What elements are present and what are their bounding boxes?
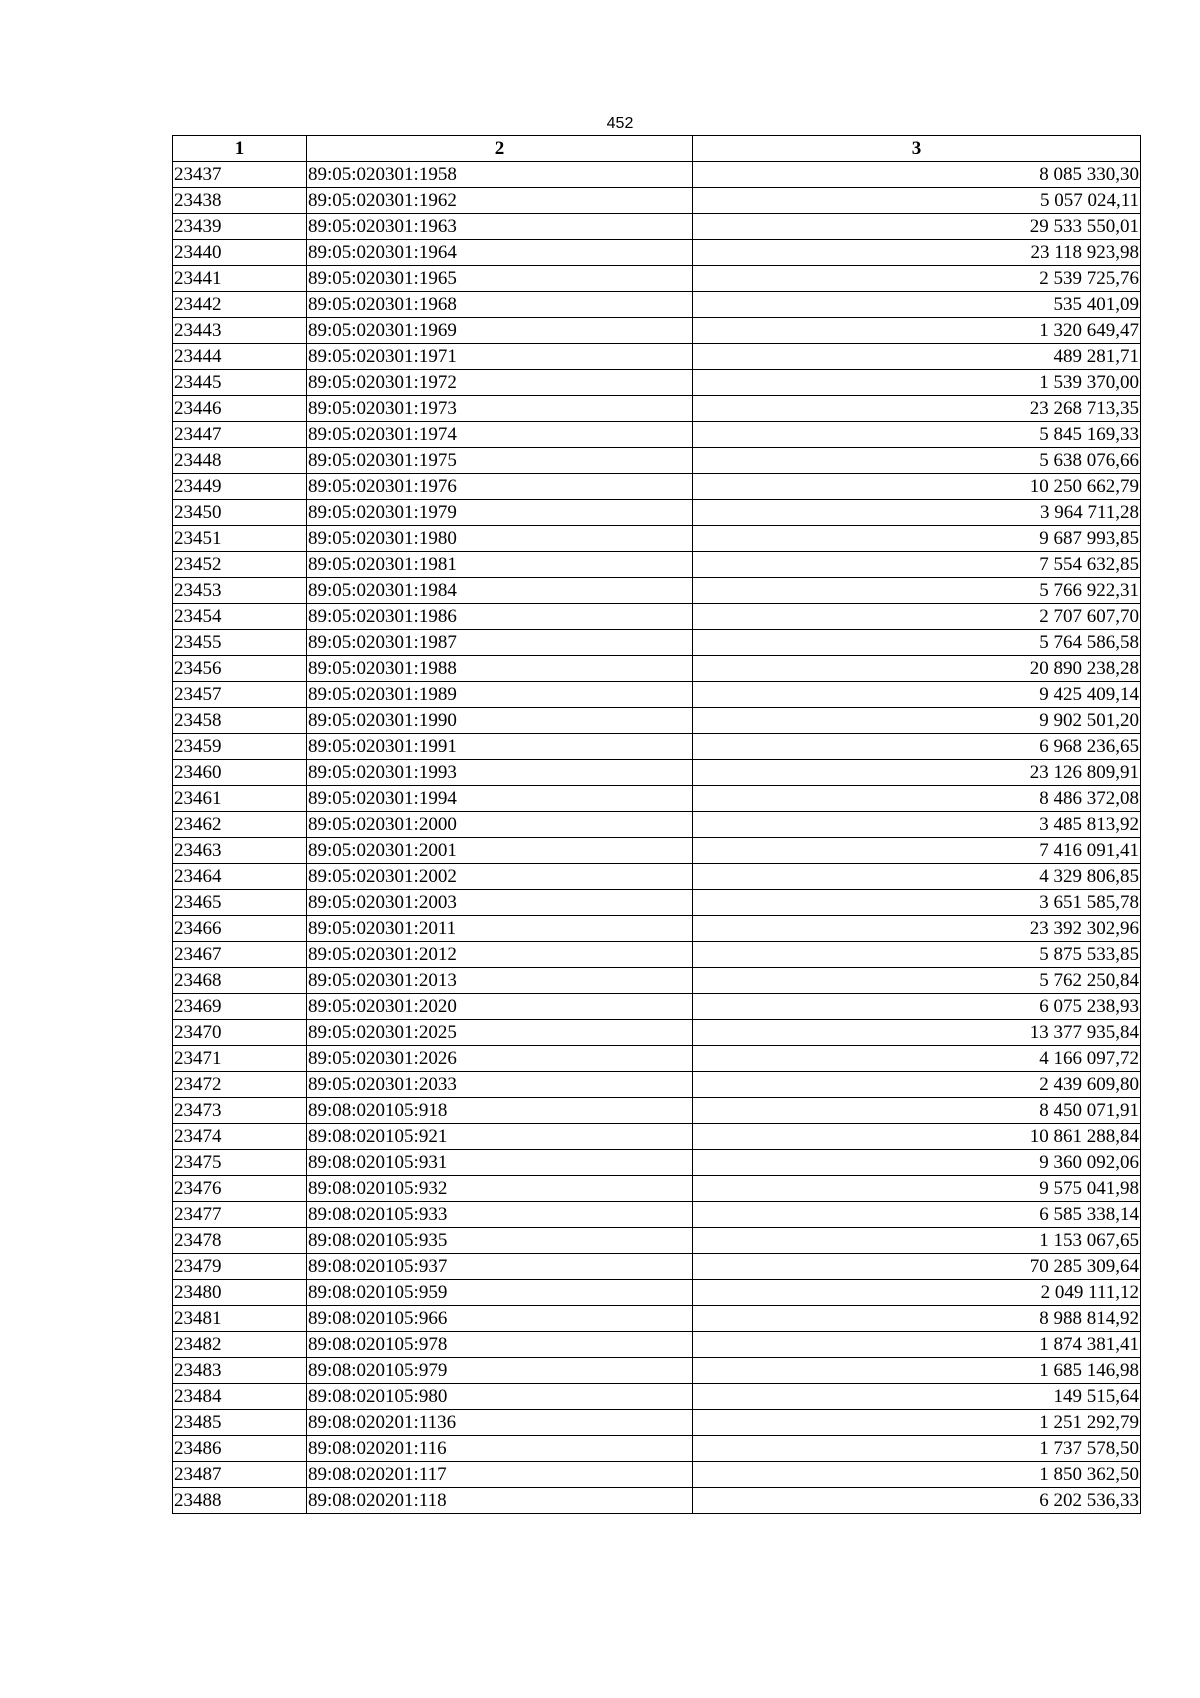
value-cell: 20 890 238,28 (693, 656, 1141, 682)
table-row (173, 890, 1141, 916)
row-number-cell: 23463 (173, 838, 307, 864)
table-row (173, 734, 1141, 760)
table-row (173, 760, 1141, 786)
cadastral-number-cell: 89:05:020301:1989 (307, 682, 693, 708)
value-cell: 1 850 362,50 (693, 1462, 1141, 1488)
table-row (173, 630, 1141, 656)
cadastral-number-cell: 89:05:020301:2020 (307, 994, 693, 1020)
row-number-cell: 23453 (173, 578, 307, 604)
table-row (173, 864, 1141, 890)
cadastral-number-cell: 89:08:020105:931 (307, 1150, 693, 1176)
row-number-cell: 23474 (173, 1124, 307, 1150)
table-row (173, 1202, 1141, 1228)
cadastral-number-cell: 89:08:020105:935 (307, 1228, 693, 1254)
cadastral-number-cell: 89:08:020105:966 (307, 1306, 693, 1332)
row-number-cell: 23488 (173, 1488, 307, 1514)
table-row (173, 162, 1141, 188)
table-row (173, 292, 1141, 318)
table-row (173, 1098, 1141, 1124)
value-cell: 9 425 409,14 (693, 682, 1141, 708)
value-cell: 5 638 076,66 (693, 448, 1141, 474)
row-number-cell: 23471 (173, 1046, 307, 1072)
row-number-cell: 23464 (173, 864, 307, 890)
value-cell: 29 533 550,01 (693, 214, 1141, 240)
value-cell: 1 874 381,41 (693, 1332, 1141, 1358)
value-cell: 1 320 649,47 (693, 318, 1141, 344)
cadastral-number-cell: 89:05:020301:2011 (307, 916, 693, 942)
table-row (173, 1046, 1141, 1072)
table-row (173, 1176, 1141, 1202)
table-row (173, 656, 1141, 682)
value-cell: 489 281,71 (693, 344, 1141, 370)
value-cell: 9 687 993,85 (693, 526, 1141, 552)
value-cell: 149 515,64 (693, 1384, 1141, 1410)
row-number-cell: 23448 (173, 448, 307, 474)
table-row (173, 1384, 1141, 1410)
cadastral-number-cell: 89:08:020105:979 (307, 1358, 693, 1384)
value-cell: 7 554 632,85 (693, 552, 1141, 578)
table-row (173, 916, 1141, 942)
row-number-cell: 23447 (173, 422, 307, 448)
value-cell: 6 075 238,93 (693, 994, 1141, 1020)
row-number-cell: 23452 (173, 552, 307, 578)
row-number-cell: 23476 (173, 1176, 307, 1202)
cadastral-number-cell: 89:05:020301:1974 (307, 422, 693, 448)
cadastral-number-cell: 89:08:020105:933 (307, 1202, 693, 1228)
row-number-cell: 23439 (173, 214, 307, 240)
value-cell: 23 118 923,98 (693, 240, 1141, 266)
row-number-cell: 23469 (173, 994, 307, 1020)
table-row (173, 708, 1141, 734)
value-cell: 4 166 097,72 (693, 1046, 1141, 1072)
cadastral-number-cell: 89:05:020301:1988 (307, 656, 693, 682)
cadastral-number-cell: 89:05:020301:2033 (307, 1072, 693, 1098)
cadastral-number-cell: 89:05:020301:2003 (307, 890, 693, 916)
value-cell: 1 539 370,00 (693, 370, 1141, 396)
cadastral-number-cell: 89:05:020301:1994 (307, 786, 693, 812)
cadastral-number-cell: 89:08:020105:980 (307, 1384, 693, 1410)
cadastral-number-cell: 89:05:020301:1984 (307, 578, 693, 604)
row-number-cell: 23472 (173, 1072, 307, 1098)
value-cell: 9 902 501,20 (693, 708, 1141, 734)
value-cell: 5 875 533,85 (693, 942, 1141, 968)
cadastral-number-cell: 89:05:020301:1981 (307, 552, 693, 578)
cadastral-number-cell: 89:08:020201:1136 (307, 1410, 693, 1436)
row-number-cell: 23444 (173, 344, 307, 370)
table-row (173, 968, 1141, 994)
page-number: 452 (606, 115, 634, 132)
table-row (173, 1358, 1141, 1384)
value-cell: 1 251 292,79 (693, 1410, 1141, 1436)
cadastral-number-cell: 89:05:020301:1980 (307, 526, 693, 552)
row-number-cell: 23459 (173, 734, 307, 760)
table-row (173, 1150, 1141, 1176)
table-row (173, 370, 1141, 396)
row-number-cell: 23466 (173, 916, 307, 942)
column-header-2: 2 (307, 136, 693, 162)
cadastral-number-cell: 89:08:020201:117 (307, 1462, 693, 1488)
row-number-cell: 23458 (173, 708, 307, 734)
row-number-cell: 23438 (173, 188, 307, 214)
value-cell: 70 285 309,64 (693, 1254, 1141, 1280)
row-number-cell: 23457 (173, 682, 307, 708)
value-cell: 5 762 250,84 (693, 968, 1141, 994)
value-cell: 5 766 922,31 (693, 578, 1141, 604)
row-number-cell: 23454 (173, 604, 307, 630)
table-row (173, 812, 1141, 838)
row-number-cell: 23473 (173, 1098, 307, 1124)
row-number-cell: 23477 (173, 1202, 307, 1228)
table-row (173, 578, 1141, 604)
table-row (173, 1462, 1141, 1488)
table-row (173, 1020, 1141, 1046)
value-cell: 4 329 806,85 (693, 864, 1141, 890)
row-number-cell: 23460 (173, 760, 307, 786)
row-number-cell: 23465 (173, 890, 307, 916)
value-cell: 10 250 662,79 (693, 474, 1141, 500)
cadastral-number-cell: 89:05:020301:1963 (307, 214, 693, 240)
row-number-cell: 23478 (173, 1228, 307, 1254)
value-cell: 2 439 609,80 (693, 1072, 1141, 1098)
table-body (173, 162, 1141, 1514)
row-number-cell: 23437 (173, 162, 307, 188)
cadastral-number-cell: 89:08:020105:937 (307, 1254, 693, 1280)
cadastral-number-cell: 89:05:020301:2026 (307, 1046, 693, 1072)
table-row (173, 1306, 1141, 1332)
cadastral-number-cell: 89:05:020301:1958 (307, 162, 693, 188)
value-cell: 8 988 814,92 (693, 1306, 1141, 1332)
row-number-cell: 23449 (173, 474, 307, 500)
cadastral-number-cell: 89:08:020105:932 (307, 1176, 693, 1202)
value-cell: 6 968 236,65 (693, 734, 1141, 760)
row-number-cell: 23487 (173, 1462, 307, 1488)
row-number-cell: 23446 (173, 396, 307, 422)
value-cell: 13 377 935,84 (693, 1020, 1141, 1046)
row-number-cell: 23443 (173, 318, 307, 344)
value-cell: 2 707 607,70 (693, 604, 1141, 630)
value-cell: 23 392 302,96 (693, 916, 1141, 942)
table-row (173, 838, 1141, 864)
row-number-cell: 23482 (173, 1332, 307, 1358)
value-cell: 2 049 111,12 (693, 1280, 1141, 1306)
value-cell: 3 651 585,78 (693, 890, 1141, 916)
cadastral-number-cell: 89:05:020301:1972 (307, 370, 693, 396)
value-cell: 535 401,09 (693, 292, 1141, 318)
table-row (173, 214, 1141, 240)
value-cell: 9 575 041,98 (693, 1176, 1141, 1202)
row-number-cell: 23468 (173, 968, 307, 994)
value-cell: 1 685 146,98 (693, 1358, 1141, 1384)
table-row (173, 942, 1141, 968)
cadastral-number-cell: 89:05:020301:1993 (307, 760, 693, 786)
row-number-cell: 23484 (173, 1384, 307, 1410)
table-row (173, 422, 1141, 448)
table-row (173, 266, 1141, 292)
cadastral-number-cell: 89:05:020301:1971 (307, 344, 693, 370)
cadastral-number-cell: 89:05:020301:1968 (307, 292, 693, 318)
table-row (173, 786, 1141, 812)
row-number-cell: 23455 (173, 630, 307, 656)
table-row (173, 682, 1141, 708)
cadastral-number-cell: 89:08:020105:918 (307, 1098, 693, 1124)
value-cell: 3 485 813,92 (693, 812, 1141, 838)
cadastral-number-cell: 89:05:020301:1986 (307, 604, 693, 630)
table-row (173, 396, 1141, 422)
cadastral-number-cell: 89:08:020105:921 (307, 1124, 693, 1150)
table-row (173, 474, 1141, 500)
cadastral-number-cell: 89:05:020301:2000 (307, 812, 693, 838)
value-cell: 2 539 725,76 (693, 266, 1141, 292)
row-number-cell: 23442 (173, 292, 307, 318)
row-number-cell: 23445 (173, 370, 307, 396)
table-row (173, 1228, 1141, 1254)
column-header-3: 3 (693, 136, 1141, 162)
cadastral-number-cell: 89:05:020301:2002 (307, 864, 693, 890)
cadastral-number-cell: 89:05:020301:2013 (307, 968, 693, 994)
cadastral-number-cell: 89:08:020105:978 (307, 1332, 693, 1358)
table-row (173, 526, 1141, 552)
row-number-cell: 23485 (173, 1410, 307, 1436)
value-cell: 7 416 091,41 (693, 838, 1141, 864)
cadastral-number-cell: 89:08:020201:116 (307, 1436, 693, 1462)
row-number-cell: 23462 (173, 812, 307, 838)
row-number-cell: 23483 (173, 1358, 307, 1384)
value-cell: 3 964 711,28 (693, 500, 1141, 526)
row-number-cell: 23461 (173, 786, 307, 812)
table-row (173, 1436, 1141, 1462)
cadastral-number-cell: 89:05:020301:2001 (307, 838, 693, 864)
table-header (173, 136, 1141, 162)
table-row (173, 1072, 1141, 1098)
table-row (173, 1410, 1141, 1436)
row-number-cell: 23475 (173, 1150, 307, 1176)
cadastral-number-cell: 89:05:020301:1969 (307, 318, 693, 344)
table-row (173, 240, 1141, 266)
value-cell: 9 360 092,06 (693, 1150, 1141, 1176)
table-row (173, 188, 1141, 214)
row-number-cell: 23440 (173, 240, 307, 266)
cadastral-number-cell: 89:05:020301:1987 (307, 630, 693, 656)
cadastral-number-cell: 89:05:020301:1975 (307, 448, 693, 474)
value-cell: 1 737 578,50 (693, 1436, 1141, 1462)
value-cell: 8 450 071,91 (693, 1098, 1141, 1124)
cadastral-number-cell: 89:05:020301:1991 (307, 734, 693, 760)
row-number-cell: 23479 (173, 1254, 307, 1280)
value-cell: 1 153 067,65 (693, 1228, 1141, 1254)
value-cell: 23 268 713,35 (693, 396, 1141, 422)
row-number-cell: 23441 (173, 266, 307, 292)
table-row (173, 1488, 1141, 1514)
row-number-cell: 23451 (173, 526, 307, 552)
value-cell: 8 486 372,08 (693, 786, 1141, 812)
table-row (173, 1124, 1141, 1150)
row-number-cell: 23456 (173, 656, 307, 682)
column-header-1: 1 (173, 136, 307, 162)
cadastral-number-cell: 89:05:020301:2025 (307, 1020, 693, 1046)
value-cell: 5 057 024,11 (693, 188, 1141, 214)
cadastral-number-cell: 89:05:020301:1964 (307, 240, 693, 266)
value-cell: 10 861 288,84 (693, 1124, 1141, 1150)
cadastral-number-cell: 89:05:020301:1965 (307, 266, 693, 292)
value-cell: 8 085 330,30 (693, 162, 1141, 188)
table-row (173, 1280, 1141, 1306)
value-cell: 6 202 536,33 (693, 1488, 1141, 1514)
table-row (173, 1254, 1141, 1280)
table-row (173, 1332, 1141, 1358)
cadastral-number-cell: 89:08:020201:118 (307, 1488, 693, 1514)
cadastral-number-cell: 89:05:020301:1990 (307, 708, 693, 734)
row-number-cell: 23480 (173, 1280, 307, 1306)
cadastral-number-cell: 89:05:020301:1962 (307, 188, 693, 214)
table-row (173, 344, 1141, 370)
table-row (173, 500, 1141, 526)
table-row (173, 448, 1141, 474)
row-number-cell: 23467 (173, 942, 307, 968)
table-row (173, 318, 1141, 344)
value-cell: 5 845 169,33 (693, 422, 1141, 448)
value-cell: 23 126 809,91 (693, 760, 1141, 786)
table-row (173, 552, 1141, 578)
value-cell: 6 585 338,14 (693, 1202, 1141, 1228)
cadastral-number-cell: 89:05:020301:1979 (307, 500, 693, 526)
row-number-cell: 23486 (173, 1436, 307, 1462)
cadastral-number-cell: 89:05:020301:2012 (307, 942, 693, 968)
cadastral-number-cell: 89:05:020301:1973 (307, 396, 693, 422)
table-row (173, 994, 1141, 1020)
value-cell: 5 764 586,58 (693, 630, 1141, 656)
header-row (173, 136, 1141, 162)
row-number-cell: 23470 (173, 1020, 307, 1046)
cadastral-number-cell: 89:08:020105:959 (307, 1280, 693, 1306)
row-number-cell: 23481 (173, 1306, 307, 1332)
row-number-cell: 23450 (173, 500, 307, 526)
registry-table (172, 135, 1141, 1514)
cadastral-number-cell: 89:05:020301:1976 (307, 474, 693, 500)
table-row (173, 604, 1141, 630)
